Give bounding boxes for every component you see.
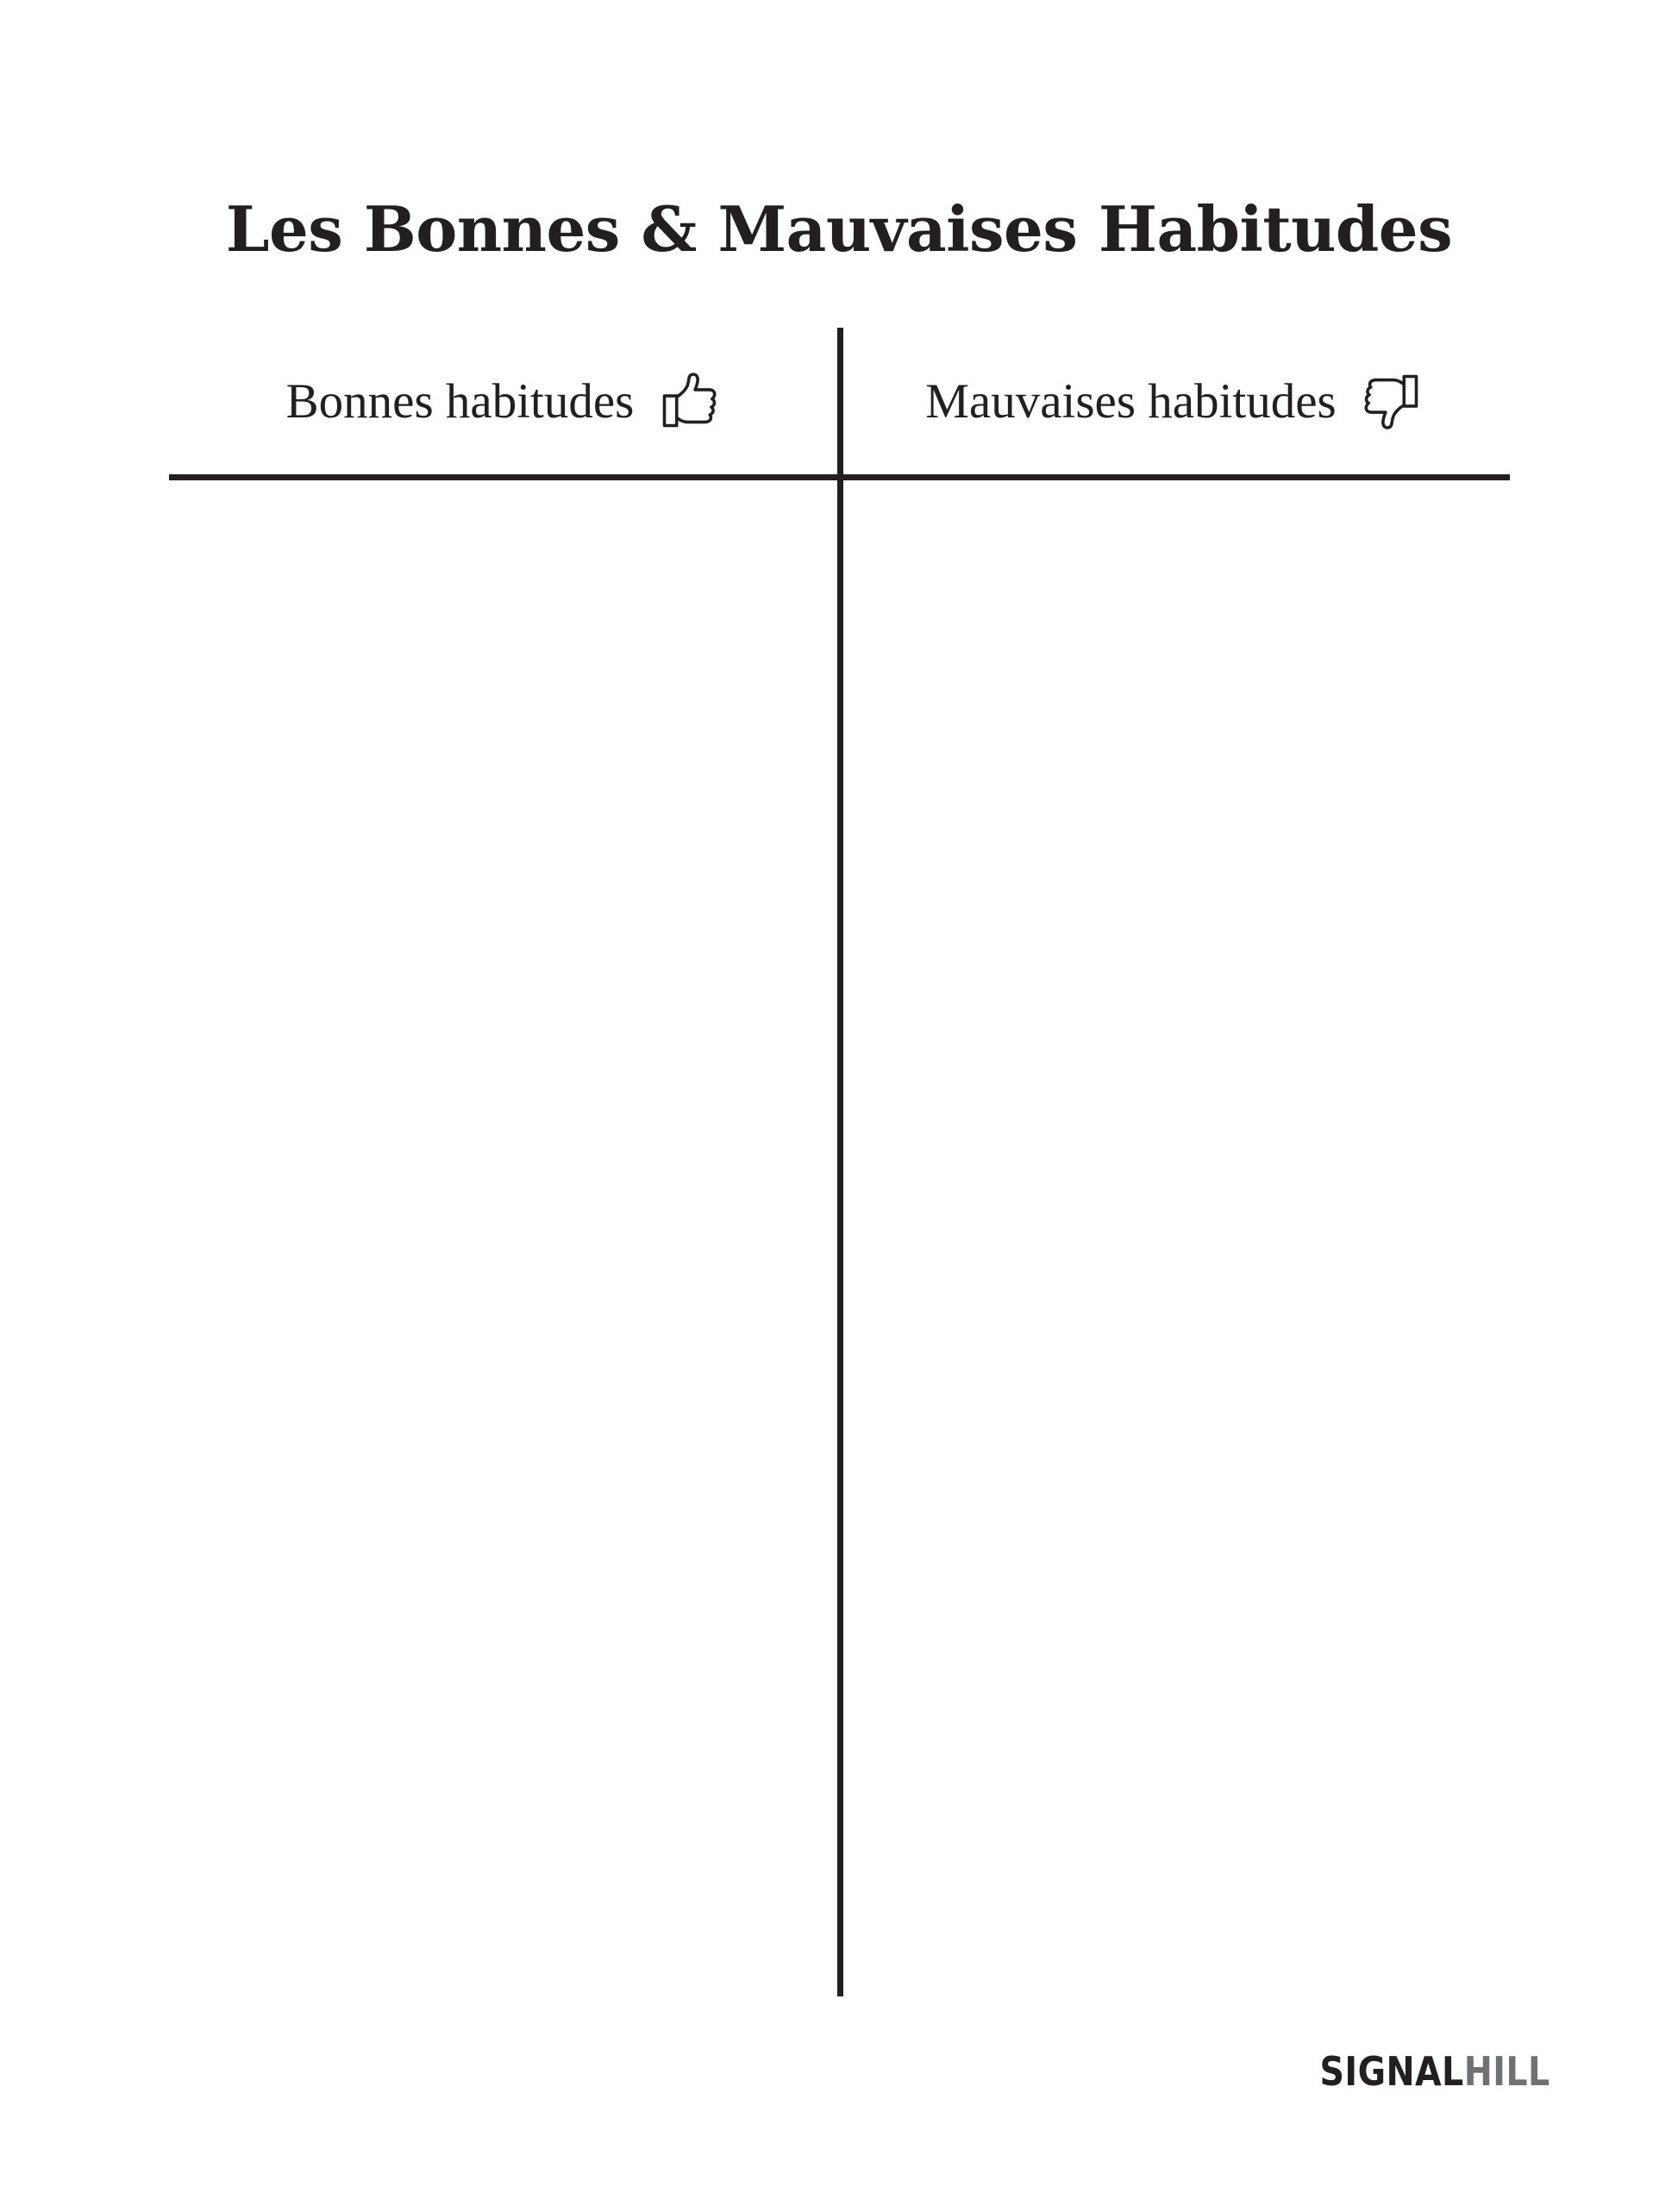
page-title: Les Bonnes & Mauvaises Habitudes bbox=[225, 192, 1453, 266]
two-column-worksheet bbox=[169, 328, 1510, 1996]
column-header-good bbox=[169, 328, 839, 474]
logo-primary-text: SIGNAL bbox=[1319, 2048, 1465, 2095]
thumbs-down-icon bbox=[1359, 368, 1424, 434]
column-header-bad-label: Mauvaises habitudes bbox=[925, 373, 1337, 429]
column-divider bbox=[837, 328, 843, 1996]
column-header-good-label: Bonnes habitudes bbox=[285, 373, 635, 429]
column-header-bad bbox=[840, 328, 1510, 474]
bad-habits-write-area[interactable] bbox=[843, 480, 1510, 1996]
thumbs-up-icon bbox=[656, 368, 722, 434]
signal-hill-logo bbox=[1319, 2048, 1550, 2095]
good-habits-write-area[interactable] bbox=[169, 480, 837, 1996]
logo-secondary-text: HILL bbox=[1464, 2048, 1550, 2095]
